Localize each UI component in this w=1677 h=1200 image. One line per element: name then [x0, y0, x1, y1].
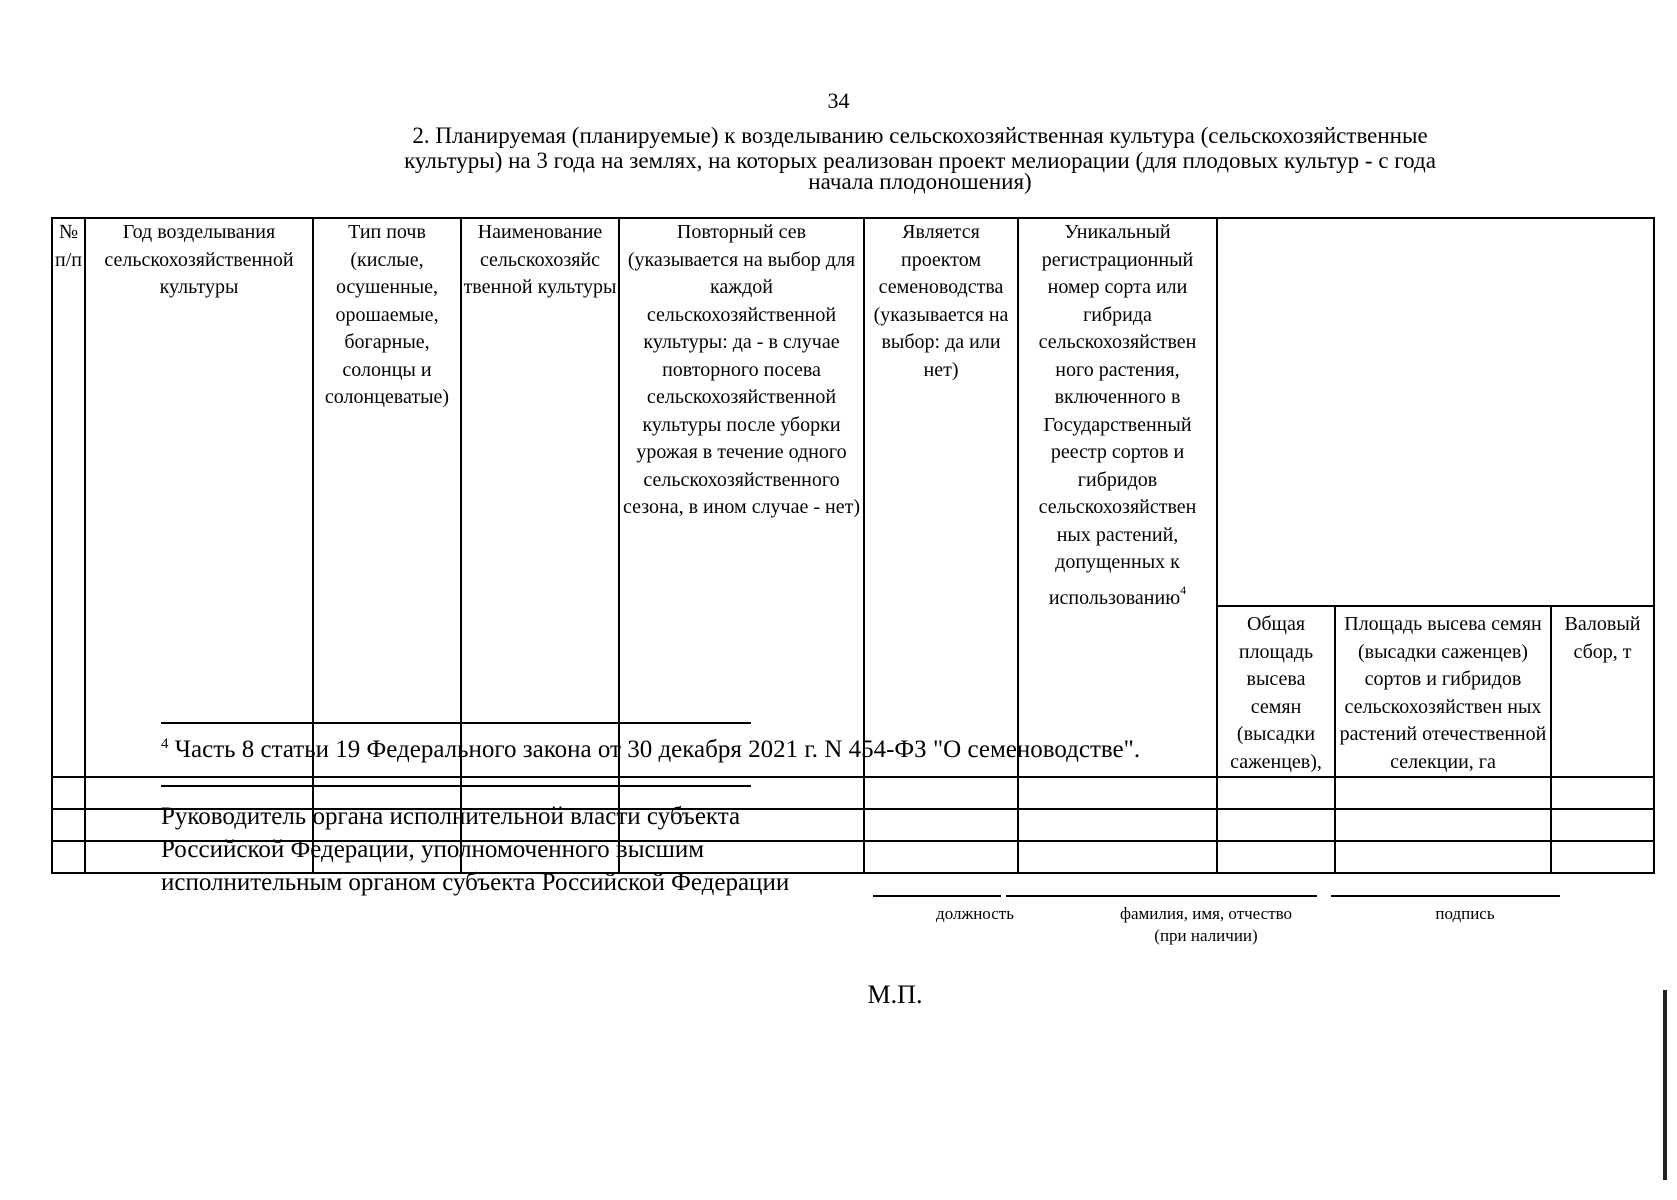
footnote-text: Часть 8 статьи 19 Федерального закона от 30 декабря 2021 г. N 454-ФЗ "О семеноводстве".: [174, 736, 1141, 763]
position-line[interactable]: [873, 895, 1001, 897]
header-seed-project: Является проектом семеноводства (указывается на выбор: да или нет): [864, 218, 1018, 777]
table-cell[interactable]: [1335, 841, 1551, 873]
table-cell[interactable]: [1217, 841, 1335, 873]
header-crop-name: Наименование сельскохозяйс твенной культуры: [461, 218, 619, 777]
header-registration-number-text: Уникальный регистрационный номер сорта или гибрида сельскохозяйствен ного растения, включенного в Государственный реестр сортов и гибридов сельскохозяйствен ных растений, допущенных к использованию: [1038, 221, 1197, 609]
signer-line-2: Российской Федерации, уполномоченного высшим: [161, 836, 705, 863]
crop-plan-table: [51, 217, 1655, 874]
page-number: 34: [827, 88, 850, 113]
table-cell[interactable]: [864, 841, 1018, 873]
table-cell[interactable]: [864, 809, 1018, 841]
signature-caption: подпись: [1435, 904, 1495, 923]
name-caption-text: фамилия, имя, отчество: [1119, 904, 1293, 923]
header-year: Год возделывания сельскохозяйственной культуры: [85, 218, 313, 777]
table-cell[interactable]: [1551, 841, 1654, 873]
footnote-separator-top: [161, 722, 751, 724]
table-cell[interactable]: [1335, 809, 1551, 841]
header-domestic-area: Площадь высева семян (высадки саженцев) сортов и гибридов сельскохозяйствен ных растений отечественной селекции, га: [1335, 606, 1551, 777]
signature-line[interactable]: [1331, 895, 1560, 897]
footnote-mark-ref: 4: [1180, 582, 1187, 597]
table-cell[interactable]: [864, 777, 1018, 809]
table-cell[interactable]: [1217, 809, 1335, 841]
table-cell[interactable]: [1018, 777, 1217, 809]
signer-title: [161, 800, 789, 899]
table-cell[interactable]: [1018, 809, 1217, 841]
header-repeat-sowing: Повторный сев (указывается на выбор для каждой сельскохозяйственной культуры: да - в случае повторного посева сельскохозяйственной культуры после уборки урожая в течение одного сельскохозяйственного сезона, в ином случае - нет): [619, 218, 864, 777]
table-cell[interactable]: [1335, 777, 1551, 809]
heading-line-1: 2. Планируемая (планируемые) к возделыванию сельскохозяйственная культура (сельскохозяйственные: [412, 123, 1428, 148]
table-cell[interactable]: [1551, 777, 1654, 809]
stamp-placeholder: М.П.: [867, 980, 923, 1009]
name-caption: [1076, 903, 1336, 947]
table-cell[interactable]: [1551, 809, 1654, 841]
table-cell[interactable]: [1217, 777, 1335, 809]
footnote: [161, 736, 1140, 764]
footnote-separator-bottom: [161, 785, 751, 787]
footnote-mark: 4: [161, 736, 169, 752]
header-registration-number: [1018, 218, 1217, 777]
position-caption: должность: [936, 904, 1014, 923]
header-total-area: Общая площадь высева семян (высадки саженцев),: [1217, 606, 1335, 777]
table-cell[interactable]: [1018, 841, 1217, 873]
name-line[interactable]: [1006, 895, 1317, 897]
header-soil-type: Тип почв (кислые, осушенные, орошаемые, богарные, солонцы и солонцеватые): [313, 218, 461, 777]
header-number: № п/п: [52, 218, 85, 777]
table-cell[interactable]: [52, 841, 85, 873]
heading-line-2: культуры) на 3 года на землях, на которых реализован проект мелиорации (для плодовых культур - с года: [404, 148, 1436, 173]
name-caption-note: (при наличии): [1154, 926, 1258, 945]
heading-line-3: начала плодоношения): [808, 169, 1032, 194]
scan-edge-mark: [1663, 990, 1667, 1180]
header-gross-yield: Валовый сбор, т: [1551, 606, 1654, 777]
header-area-group: [1217, 218, 1654, 606]
table-cell[interactable]: [52, 777, 85, 809]
signer-line-1: Руководитель органа исполнительной власти субъекта: [161, 803, 741, 830]
signer-line-3: исполнительным органом субъекта Российской Федерации: [161, 869, 790, 896]
section-heading: [265, 122, 1575, 195]
table-cell[interactable]: [52, 809, 85, 841]
